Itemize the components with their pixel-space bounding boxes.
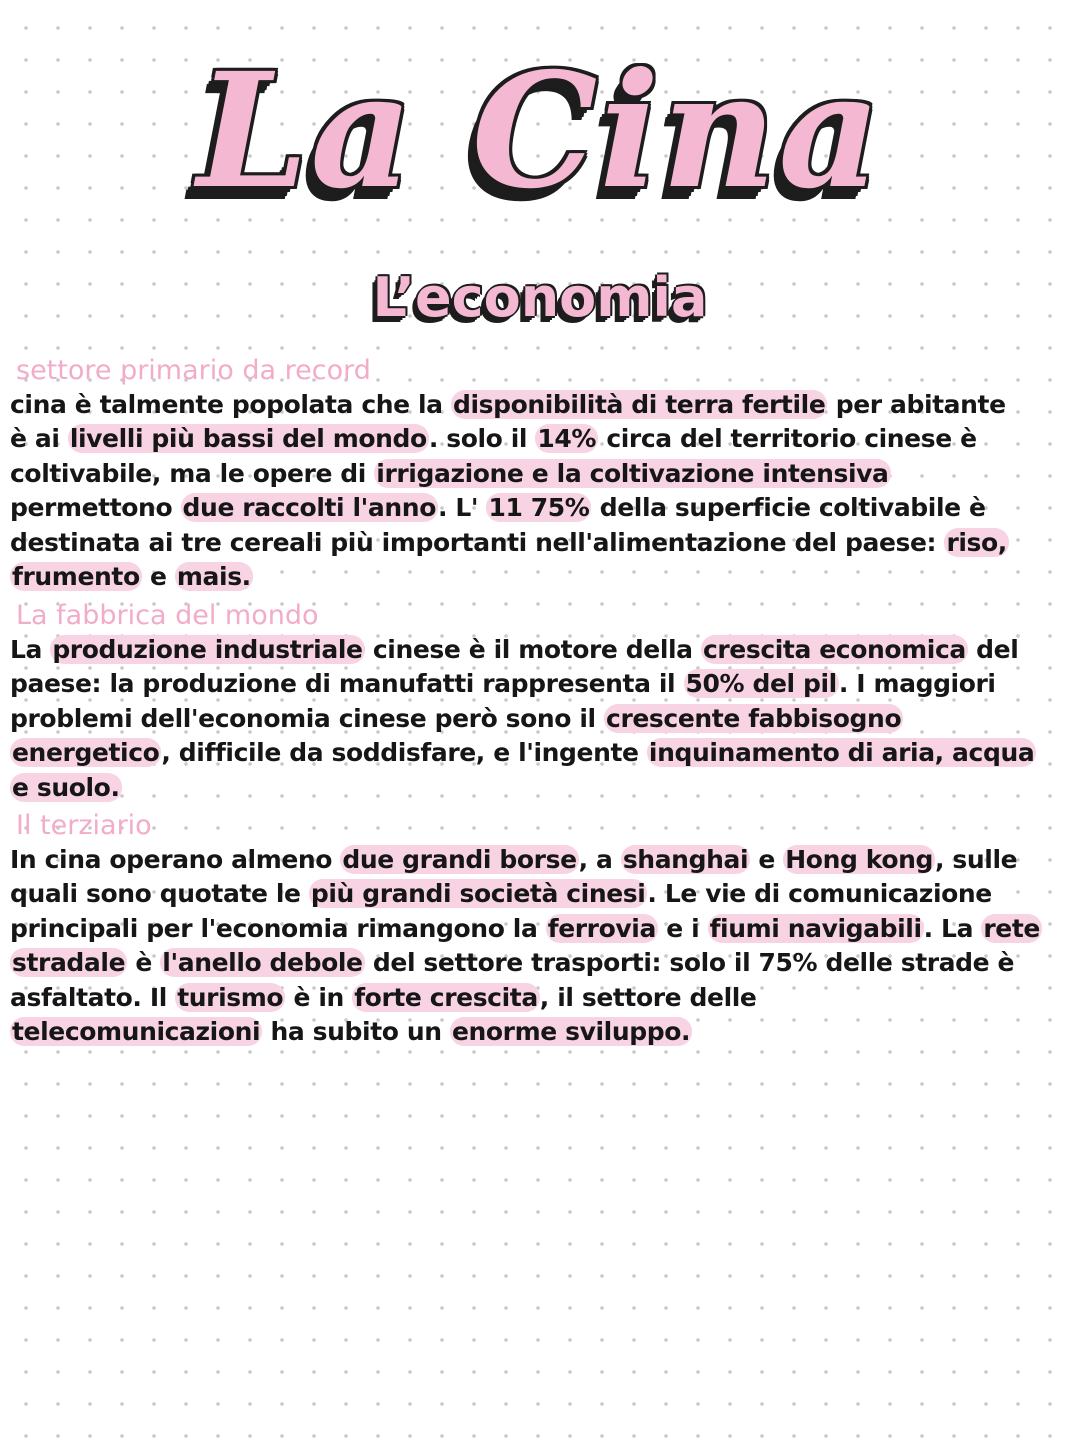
page-title: La Cina <box>197 39 883 224</box>
text: , difficile da soddisfare, e l'ingente <box>161 738 647 768</box>
text: . solo il <box>428 424 536 454</box>
highlight: disponibilità di terra fertile <box>452 390 826 419</box>
text: . I maggiori <box>838 669 996 699</box>
text-line <box>10 843 1070 877</box>
highlight: frumento <box>12 562 140 592</box>
highlight: più grandi società cinesi <box>310 879 646 909</box>
text-line <box>10 702 1070 736</box>
text-line <box>10 388 1070 422</box>
text: è in <box>285 982 353 1012</box>
highlight: ferrovia <box>547 913 656 943</box>
section-fabbrica-del-mondo <box>10 601 1070 805</box>
highlight: stradale <box>12 948 126 978</box>
text: In cina operano almeno <box>10 845 341 874</box>
highlight: forte crescita <box>354 982 538 1012</box>
text: problemi dell'economia cinese però sono il <box>10 703 605 733</box>
highlight: e suolo. <box>12 772 120 802</box>
text-line <box>10 912 1070 946</box>
highlight: telecomunicazioni <box>12 1017 261 1047</box>
text-line <box>10 736 1070 770</box>
highlight: shanghai <box>622 845 749 874</box>
section-heading: settore primario da record <box>16 355 371 386</box>
text: asfaltato. Il <box>10 982 176 1012</box>
highlight: crescita economica <box>702 635 966 664</box>
text: cinese è il motore della <box>364 635 701 664</box>
text: della superficie coltivabile è <box>591 493 986 523</box>
text: coltivabile, ma le opere di <box>10 458 375 488</box>
text-line <box>10 457 1070 491</box>
text: quali sono quotate le <box>10 879 309 909</box>
highlight: riso, <box>946 527 1007 557</box>
highlight: due grandi borse <box>342 845 577 874</box>
text: destinata ai tre cereali più importanti nell'alimentazione del paese: <box>10 527 945 557</box>
text: del <box>967 635 1019 664</box>
highlight: Hong kong <box>785 845 933 874</box>
text: ha subito un <box>262 1017 450 1047</box>
highlight: l'anello debole <box>162 948 363 978</box>
highlight: mais. <box>176 562 251 592</box>
text: cina è talmente popolata che la <box>10 390 451 419</box>
text: . Le vie di comunicazione <box>647 879 992 909</box>
highlight: 14% <box>537 424 597 454</box>
text: per abitante <box>827 390 1006 419</box>
section-heading: Il terziario <box>16 810 152 841</box>
text-line <box>10 560 1070 594</box>
highlight: produzione industriale <box>52 635 363 664</box>
text: La <box>10 635 51 664</box>
text: permettono <box>10 493 181 523</box>
text: , sulle <box>935 845 1018 874</box>
text: e i <box>657 913 708 943</box>
text-line <box>10 771 1070 805</box>
highlight: inquinamento di aria, acqua <box>648 738 1035 768</box>
section-terziario <box>10 811 1070 1049</box>
text: . La <box>923 913 982 943</box>
section-heading: La fabbrica del mondo <box>16 600 319 631</box>
text-line <box>10 667 1070 701</box>
text-line <box>10 422 1070 456</box>
text: è <box>127 948 161 978</box>
highlight: livelli più bassi del mondo <box>69 424 427 454</box>
highlight: fiumi navigabili <box>709 913 922 943</box>
highlight: irrigazione e la coltivazione intensiva <box>376 458 889 488</box>
text: e <box>141 562 175 592</box>
highlight: crescente fabbisogno <box>606 703 902 733</box>
highlight: enorme sviluppo. <box>451 1017 691 1047</box>
text: paese: la produzione di manufatti rappresenta il <box>10 669 684 699</box>
text-line <box>10 981 1070 1015</box>
section-settore-primario <box>10 356 1070 594</box>
text: circa del territorio cinese è <box>598 424 977 454</box>
text-line <box>10 877 1070 911</box>
text: . L' <box>437 493 487 523</box>
text: , a <box>578 845 621 874</box>
section-paragraph <box>10 388 1070 594</box>
section-paragraph <box>10 633 1070 805</box>
highlight: turismo <box>177 982 284 1012</box>
highlight: 11 75% <box>488 493 590 523</box>
text-line <box>10 491 1070 525</box>
section-paragraph <box>10 843 1070 1049</box>
text: del settore trasporti: solo il 75% delle strade è <box>364 948 1015 978</box>
highlight: due raccolti l'anno <box>182 493 436 523</box>
highlight: energetico <box>12 738 160 768</box>
text: e <box>750 845 784 874</box>
text-line <box>10 526 1070 560</box>
text: principali per l'economia rimangono la <box>10 913 546 943</box>
text: è ai <box>10 424 68 454</box>
text-line <box>10 633 1070 667</box>
text-line <box>10 1015 1070 1049</box>
page-subtitle: L’economia <box>372 266 708 329</box>
text: , il settore delle <box>539 982 757 1012</box>
highlight: rete <box>983 913 1040 943</box>
highlight: 50% del pil <box>685 669 837 699</box>
text-line <box>10 946 1070 980</box>
